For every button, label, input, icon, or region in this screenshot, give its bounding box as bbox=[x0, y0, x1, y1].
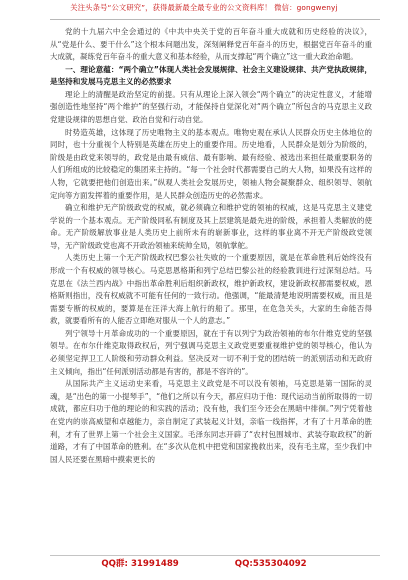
qq-group-text: QQ群: 31991489 bbox=[101, 559, 179, 569]
paragraph-theory: 理论上的清醒是政治坚定的前提。只有从理论上深入领会“两个确立”的决定性意义，才能增强创造性地坚持“两个维护”的坚强行动，才能保持自觉深化对“两个确立”所包含的马克思主义政党建设规律的思想自觉、政治自觉和行动自觉。 bbox=[50, 89, 372, 125]
paragraph-heroes: 时势造英雄，这体现了历史唯物主义的基本观点。唯物史观在承认人民群众历史主体地位的同时，也十分重视个人特别是英雄在历史上的重要作用。历史地看，人民群众是划分为阶级的，阶级是由政党来领导的，政党是由最有威信、最有影响、最有经验、被选出来担任最重要职务的人们所组成的比较稳定的集团来主持的。“每一个社会时代都需要自己的大人物，如果没有这样的人物，它就要把他们创造出来。”纵观人类社会发展历史，领袖人物会凝聚群众、组织领导、领航定向等方面发挥着的重要作用，是人民群众创造历史的必然需求。 bbox=[50, 127, 372, 200]
paragraph-international: 从国际共产主义运动史来看，马克思主义政党是不可以没有领袖，马克思是第一国际的灵魂，是“出色的第一小提琴手”，“他们之所以有今天，都应归功于他：现代运动当前所取得的一切成就，都应归功于他的理论的和实践的活动；没有他，我们至今还会在黑暗中徘徊。”列宁凭着他在党内的崇高威望和卓越能力，亲自制定了武装起义计划，亲临一线指挥，才有了十月革命的胜利，才有了世界上第一个社会主义国家。毛泽东同志开辟了“农村包围城市、武装夺取政权”的新道路，才有了中国革命的胜利。在“多次从危机中把党和国家挽救出来，没有毛主席，至少我们中国人民还要在黑暗中摸索更长的 bbox=[50, 379, 372, 464]
section-heading-1: 一、理论意蕴：“两个确立”体现人类社会发展规律、社会主义建设规律、共产党执政规律，是坚持和发展马克思主义的必然要求 bbox=[50, 64, 372, 87]
paragraph-intro: 党的十九届六中全会通过的《中共中央关于党的百年奋斗重大成就和历史经验的决议》，从“党是什么、要干什么”这个根本问题出发，深刻阐释党百年奋斗的历史，根据党百年奋斗的重大成就，凝练党百年奋斗的重大意义和基本经验，从而支撑起“两个确立”这一重大政治命题。 bbox=[50, 27, 372, 62]
footer-divider bbox=[50, 555, 380, 556]
paragraph-lenin: 列宁领导十月革命成功的一个重要原因，就在于有以列宁为政治领袖的布尔什维克党的坚强领导。在布尔什维克取得政权后，列宁强调马克思主义政党更要重视维护党的领导核心，他认为必须坚定捍卫工人阶级和劳动群众利益。坚决反对一切不利于党的团结统一的派别活动和无政府主义倾向，指出“任何派别活动都是有害的，都是不容许的”。 bbox=[50, 328, 372, 376]
header-divider bbox=[50, 19, 380, 20]
header-banner: 关注头条号“公文研究”，获得最新最全最专业的公文资料库！ 微信：gongwenyj bbox=[70, 3, 338, 12]
footer-contacts bbox=[0, 558, 408, 570]
paragraph-paris-commune: 人类历史上第一个无产阶级政权巴黎公社失败的一个重要原因，就是在革命胜利后始终没有形成一个有权威的领导核心。马克思恩格斯和列宁总结巴黎公社的经验教训进行过深刻总结。马克思在《法兰西内战》中指出革命胜利后组织新政权，维护新政权，建设新政权都需要权威，恩格斯则指出，没有权威就不可能有任何的一致行动。他强调，“能最清楚地说明需要权威，而且是需要专断的权威的，要算是在汪洋大海上航行的船了。那里，在危急关头，大家的生命能否得救，就要看所有的人能否立即绝对服从一个人的意志。” bbox=[50, 253, 372, 326]
paragraph-authority: 确立和维护无产阶级政党的权威，就必须确立和维护党的领袖的权威，这是马克思主义建党学说的一个基本观点。无产阶级同私有制度及其上层建筑是最先进的阶级，承担着人类解放的使命。无产阶级解放事业是人类历史上前所未有的崭新事业，这样的事业离不开无产阶级政党领导，无产阶级政党也离不开政治领袖来统帅全局，领航掌舵。 bbox=[50, 203, 372, 250]
qq-contact-text: QQ:535304092 bbox=[234, 559, 307, 569]
article-body bbox=[50, 26, 372, 466]
